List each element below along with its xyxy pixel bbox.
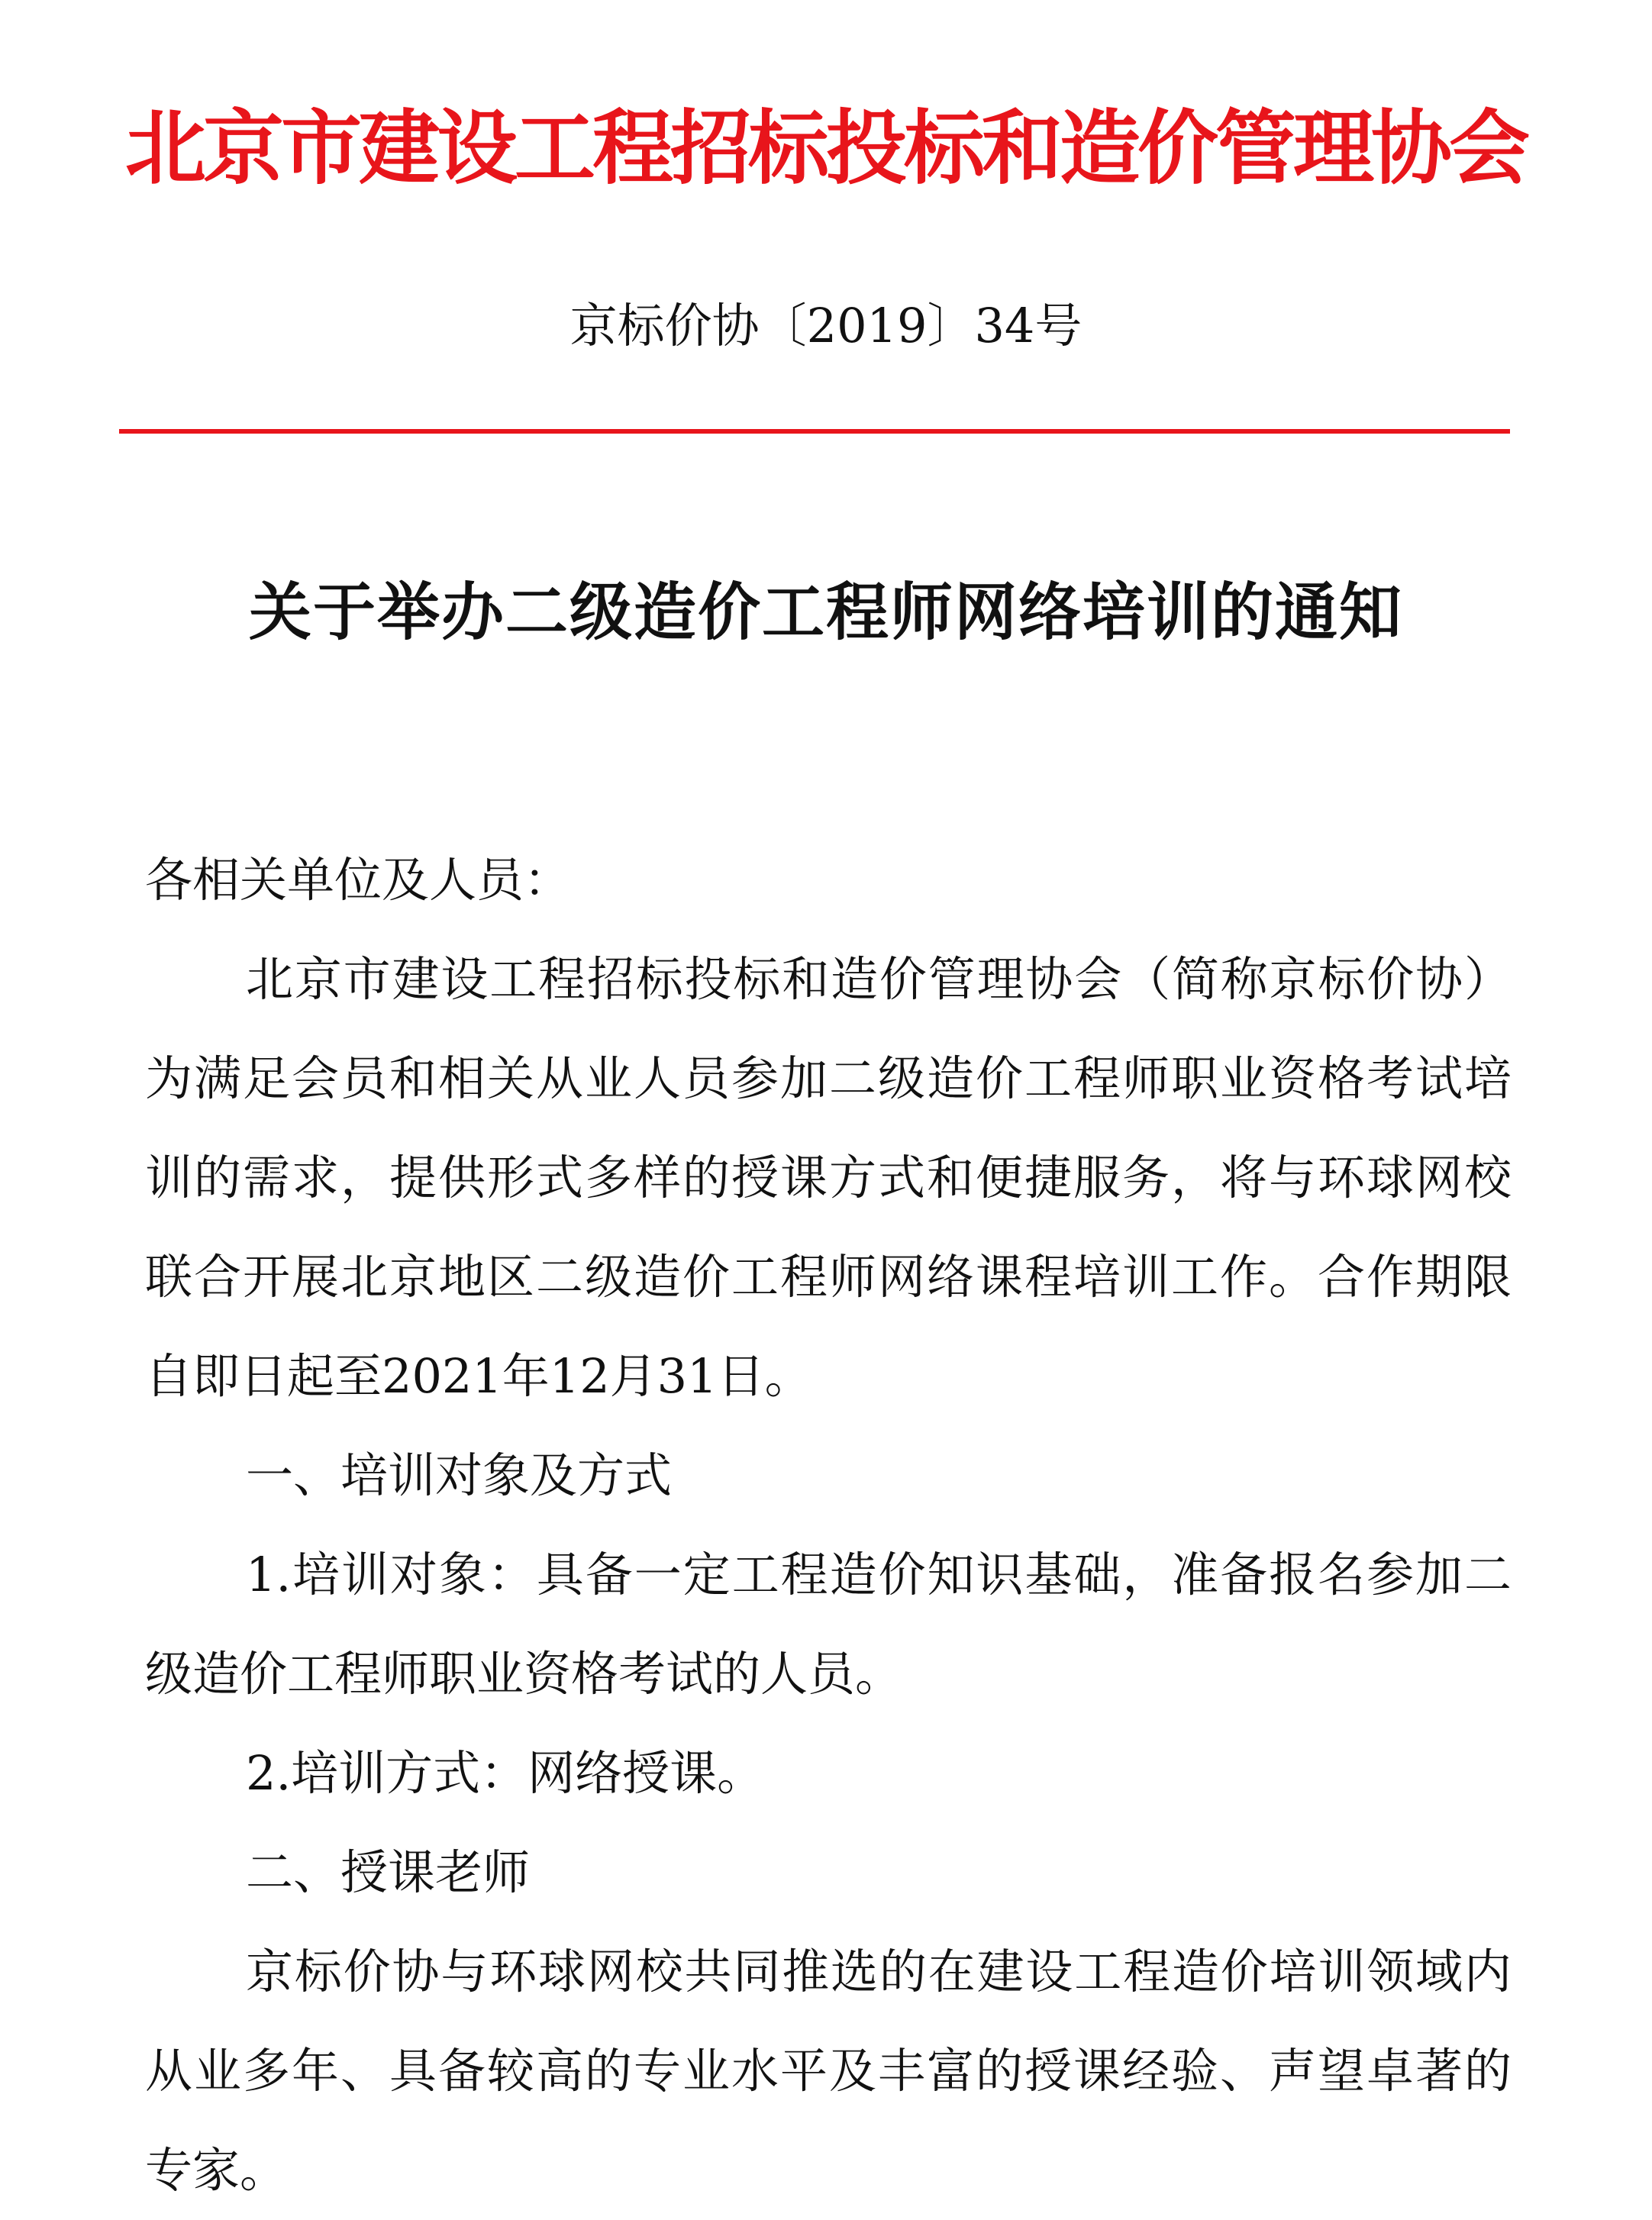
- section-1-heading: 一、培训对象及方式: [246, 1447, 673, 1503]
- document-number: 京标价协〔2019〕34号: [569, 298, 1083, 353]
- section-1-item-1: 1.培训对象：具备一定工程造价知识基础，准备报名参加二级造价工程师职业资格考试的人员。: [145, 1547, 1512, 1702]
- organization-header: 北京市建设工程招标投标和造价管理协会: [125, 100, 1527, 195]
- intro-paragraph: 北京市建设工程招标投标和造价管理协会（简称京标价协）为满足会员和相关从业人员参加二级造价工程师职业资格考试培训的需求，提供形式多样的授课方式和便捷服务，将与环球网校联合开展北京地区二级造价工程师网络课程培训工作。合作期限自即日起至2021年12月31日。: [145, 951, 1512, 1404]
- header-divider-rule: [119, 429, 1510, 434]
- section-1-item-2: 2.培训方式：网络授课。: [246, 1745, 765, 1801]
- salutation: 各相关单位及人员：: [145, 852, 572, 908]
- section-2-paragraph: 京标价协与环球网校共同推选的在建设工程造价培训领域内从业多年、具备较高的专业水平及丰富的授课经验、声望卓著的专家。: [145, 1944, 1512, 2198]
- document-title: 关于举办二级造价工程师网络培训的通知: [248, 576, 1403, 649]
- section-2-heading: 二、授课老师: [246, 1844, 531, 1900]
- document-body: [145, 831, 1512, 2220]
